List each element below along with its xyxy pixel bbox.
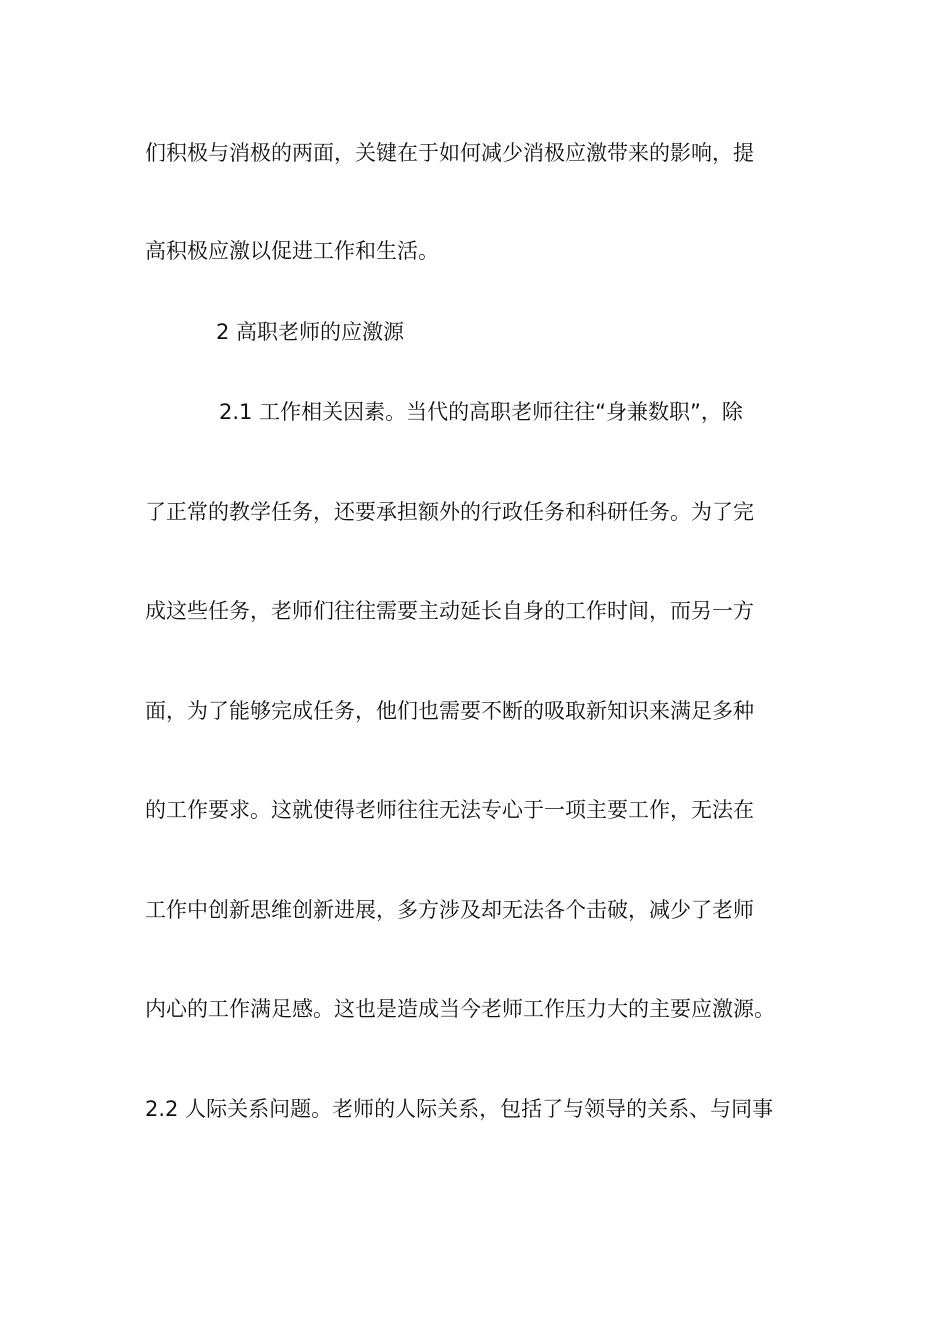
section-heading: 2 高职老师的应激源 — [216, 320, 405, 344]
paragraph-line: 2.2 人际关系问题。老师的人际关系，包括了与领导的关系、与同事 — [145, 1097, 774, 1121]
paragraph-line: 们积极与消极的两面，关键在于如何减少消极应激带来的影响，提 — [145, 141, 754, 165]
paragraph-line: 内心的工作满足感。这也是造成当今老师工作压力大的主要应激源。 — [145, 997, 775, 1021]
paragraph-line: 成这些任务，老师们往往需要主动延长自身的工作时间，而另一方 — [145, 599, 754, 623]
paragraph-line: 高积极应激以促进工作和生活。 — [145, 239, 439, 263]
paragraph-line: 的工作要求。这就使得老师往往无法专心于一项主要工作，无法在 — [145, 798, 754, 822]
paragraph-line: 2.1 工作相关因素。当代的高职老师往往“身兼数职”，除 — [219, 400, 743, 424]
paragraph-line: 工作中创新思维创新进展，多方涉及却无法各个击破，减少了老师 — [145, 898, 754, 922]
paragraph-line: 面，为了能够完成任务，他们也需要不断的吸取新知识来满足多种 — [145, 699, 754, 723]
paragraph-line: 了正常的教学任务，还要承担额外的行政任务和科研任务。为了完 — [145, 500, 754, 524]
